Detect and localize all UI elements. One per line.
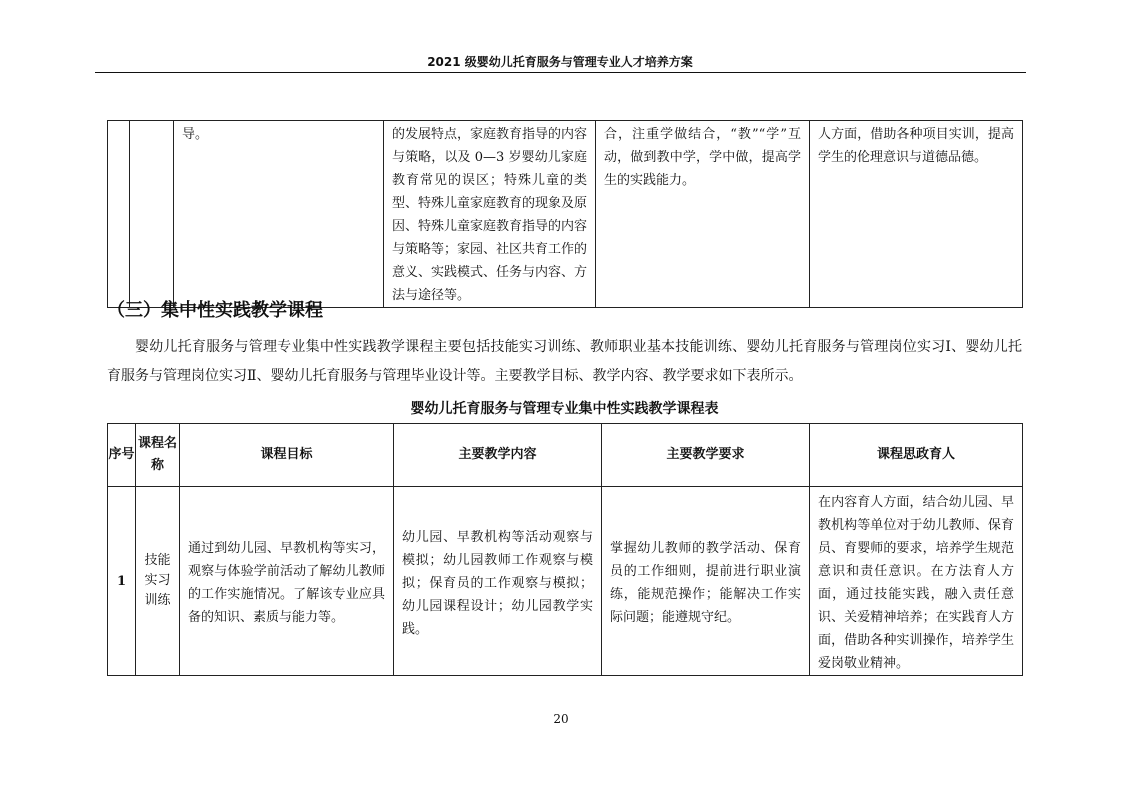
running-header: 2021 级婴幼儿托育服务与管理专业人才培养方案 [427, 55, 693, 69]
page-number: 20 [553, 712, 569, 726]
continued-course-table [107, 120, 1023, 308]
table-row [108, 121, 1023, 308]
goal-cell: 导。 [174, 121, 384, 308]
header-goal: 课程目标 [180, 424, 394, 487]
course-name-cell: 技能实习训练 [136, 487, 180, 676]
section-heading: （三）集中性实践教学课程 [107, 300, 323, 321]
content-cell: 的发展特点，家庭教育指导的内容与策略，以及 0—3 岁婴幼儿家庭教育常见的误区；特殊儿童的类型、特殊儿童家庭教育的现象及原因、特殊儿童家庭教育指导的内容与策略等；家园、社区共育工作的意义、实践模式、任务与内容、方法与途径等。 [384, 121, 596, 308]
header-rule [95, 72, 1026, 73]
header-seq: 序号 [108, 424, 136, 487]
table-row [108, 487, 1023, 676]
content-cell: 幼儿园、早教机构等活动观察与模拟；幼儿园教师工作观察与模拟；保育员的工作观察与模拟；幼儿园课程设计；幼儿园教学实践。 [394, 487, 602, 676]
requirement-cell: 合，注重学做结合，“教”“学”互动，做到教中学，学中做，提高学生的实践能力。 [596, 121, 810, 308]
seq-cell [108, 121, 130, 308]
seq-cell: 1 [108, 487, 136, 676]
ideology-cell: 在内容育人方面，结合幼儿园、早教机构等单位对于幼儿教师、保育员、育婴师的要求，培养学生规范意识和责任意识。在方法育人方面，通过技能实践，融入责任意识、关爱精神培养；在实践育人方面，借助各种实训操作，培养学生爱岗敬业精神。 [810, 487, 1023, 676]
section-paragraph: 婴幼儿托育服务与管理专业集中性实践教学课程主要包括技能实习训练、教师职业基本技能训练、婴幼儿托育服务与管理岗位实习Ⅰ、婴幼儿托育服务与管理岗位实习Ⅱ、婴幼儿托育服务与管理毕业设计等。主要教学目标、教学内容、教学要求如下表所示。 [107, 339, 1022, 384]
table-caption: 婴幼儿托育服务与管理专业集中性实践教学课程表 [410, 401, 719, 417]
requirement-cell: 掌握幼儿教师的教学活动、保育员的工作细则，提前进行职业演练，能规范操作；能解决工作实际问题；能遵规守纪。 [602, 487, 810, 676]
header-requirement: 主要教学要求 [602, 424, 810, 487]
ideology-cell: 人方面，借助各种项目实训，提高学生的伦理意识与道德品德。 [810, 121, 1023, 308]
table-header-row [108, 424, 1023, 487]
header-content: 主要教学内容 [394, 424, 602, 487]
header-ideology: 课程思政育人 [810, 424, 1023, 487]
header-name: 课程名称 [136, 424, 180, 487]
practice-course-table [107, 423, 1023, 676]
goal-cell: 通过到幼儿园、早教机构等实习，观察与体验学前活动了解幼儿教师的工作实施情况。了解该专业应具备的知识、素质与能力等。 [180, 487, 394, 676]
course-name-cell [130, 121, 174, 308]
